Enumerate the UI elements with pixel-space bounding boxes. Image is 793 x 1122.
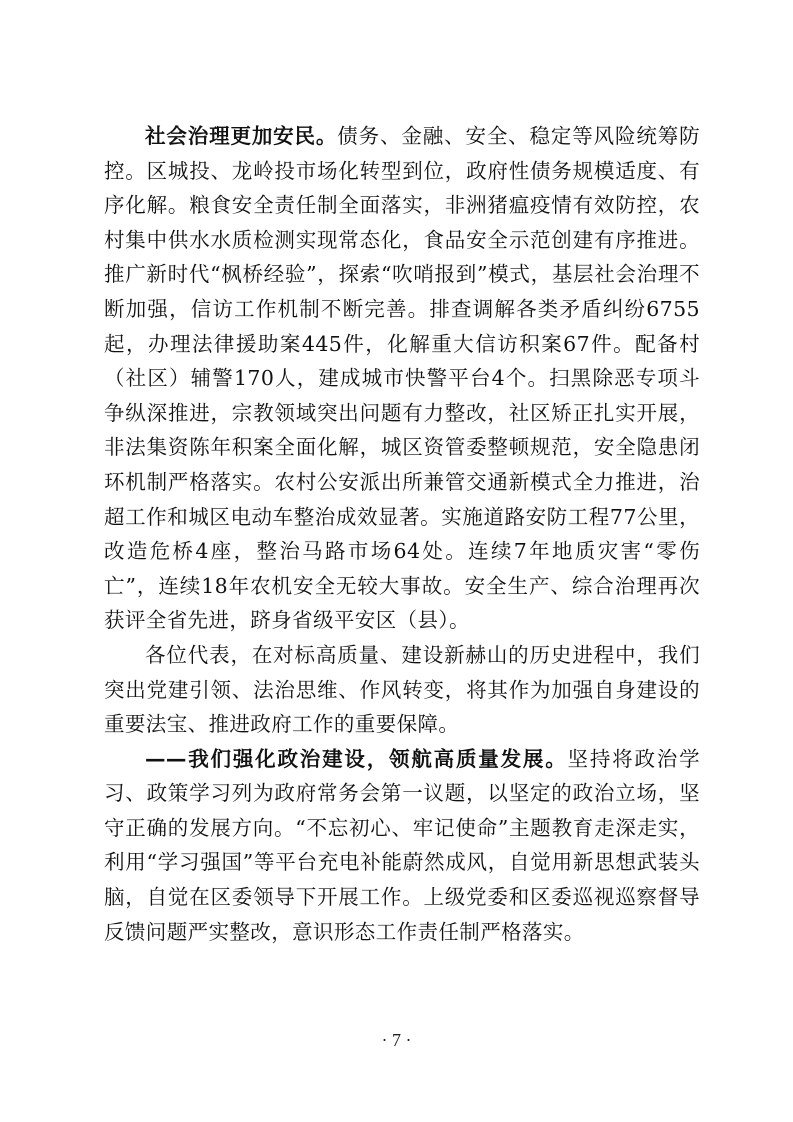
paragraph-lead-heading: 社会治理更加安民。 xyxy=(145,124,338,148)
page-number: · 7 · xyxy=(381,1030,412,1050)
paragraph-political-building xyxy=(104,742,700,950)
paragraph-text: 各位代表，在对标高质量、建设新赫山的历史进程中，我们突出党建引领、法治思维、作风转变，将其作为加强自身建设的重要法宝、推进政府工作的重要保障。 xyxy=(104,642,700,737)
document-body xyxy=(104,119,700,949)
paragraph-social-governance xyxy=(104,119,700,638)
paragraph-lead-heading: ——我们强化政治建设，领航高质量发展。 xyxy=(145,746,568,771)
paragraph-deputies-address xyxy=(104,638,700,742)
paragraph-text: 坚持将政治学习、政策学习列为政府常务会第一议题，以坚定的政治立场，坚守正确的发展方向。“不忘初心、牢记使命”主题教育走深走实，利用“学习强国”等平台充电补能蔚然成风，自觉用新思想武装头脑，自觉在区委领导下开展工作。上级党委和区委巡视巡察督导反馈问题严实整改，意识形态工作责任制严格落实。 xyxy=(104,746,700,944)
paragraph-text: 债务、金融、安全、稳定等风险统筹防控。区城投、龙岭投市场化转型到位，政府性债务规模适度、有序化解。粮食安全责任制全面落实，非洲猪瘟疫情有效防控，农村集中供水水质检测实现常态化，食品安全示范创建有序推进。推广新时代“枫桥经验”，探索“吹哨报到”模式，基层社会治理不断加强，信访工作机制不断完善。排查调解各类矛盾纠纷6755起，办理法律援助案445件，化解重大信访积案67件。配备村（社区）辅警170人，建成城市快警平台4个。扫黑除恶专项斗争纵深推进，宗教领域突出问题有力整改，社区矫正扎实开展，非法集资陈年积案全面化解，城区资管委整顿规范，安全隐患闭环机制严格落实。农村公安派出所兼管交通新模式全力推进，治超工作和城区电动车整治成效显著。实施道路安防工程77公里，改造危桥4座，整治马路市场64处。连续7年地质灾害“零伤亡”，连续18年农机安全无较大事故。安全生产、综合治理再次获评全省先进，跻身省级平安区（县）。 xyxy=(104,124,700,633)
